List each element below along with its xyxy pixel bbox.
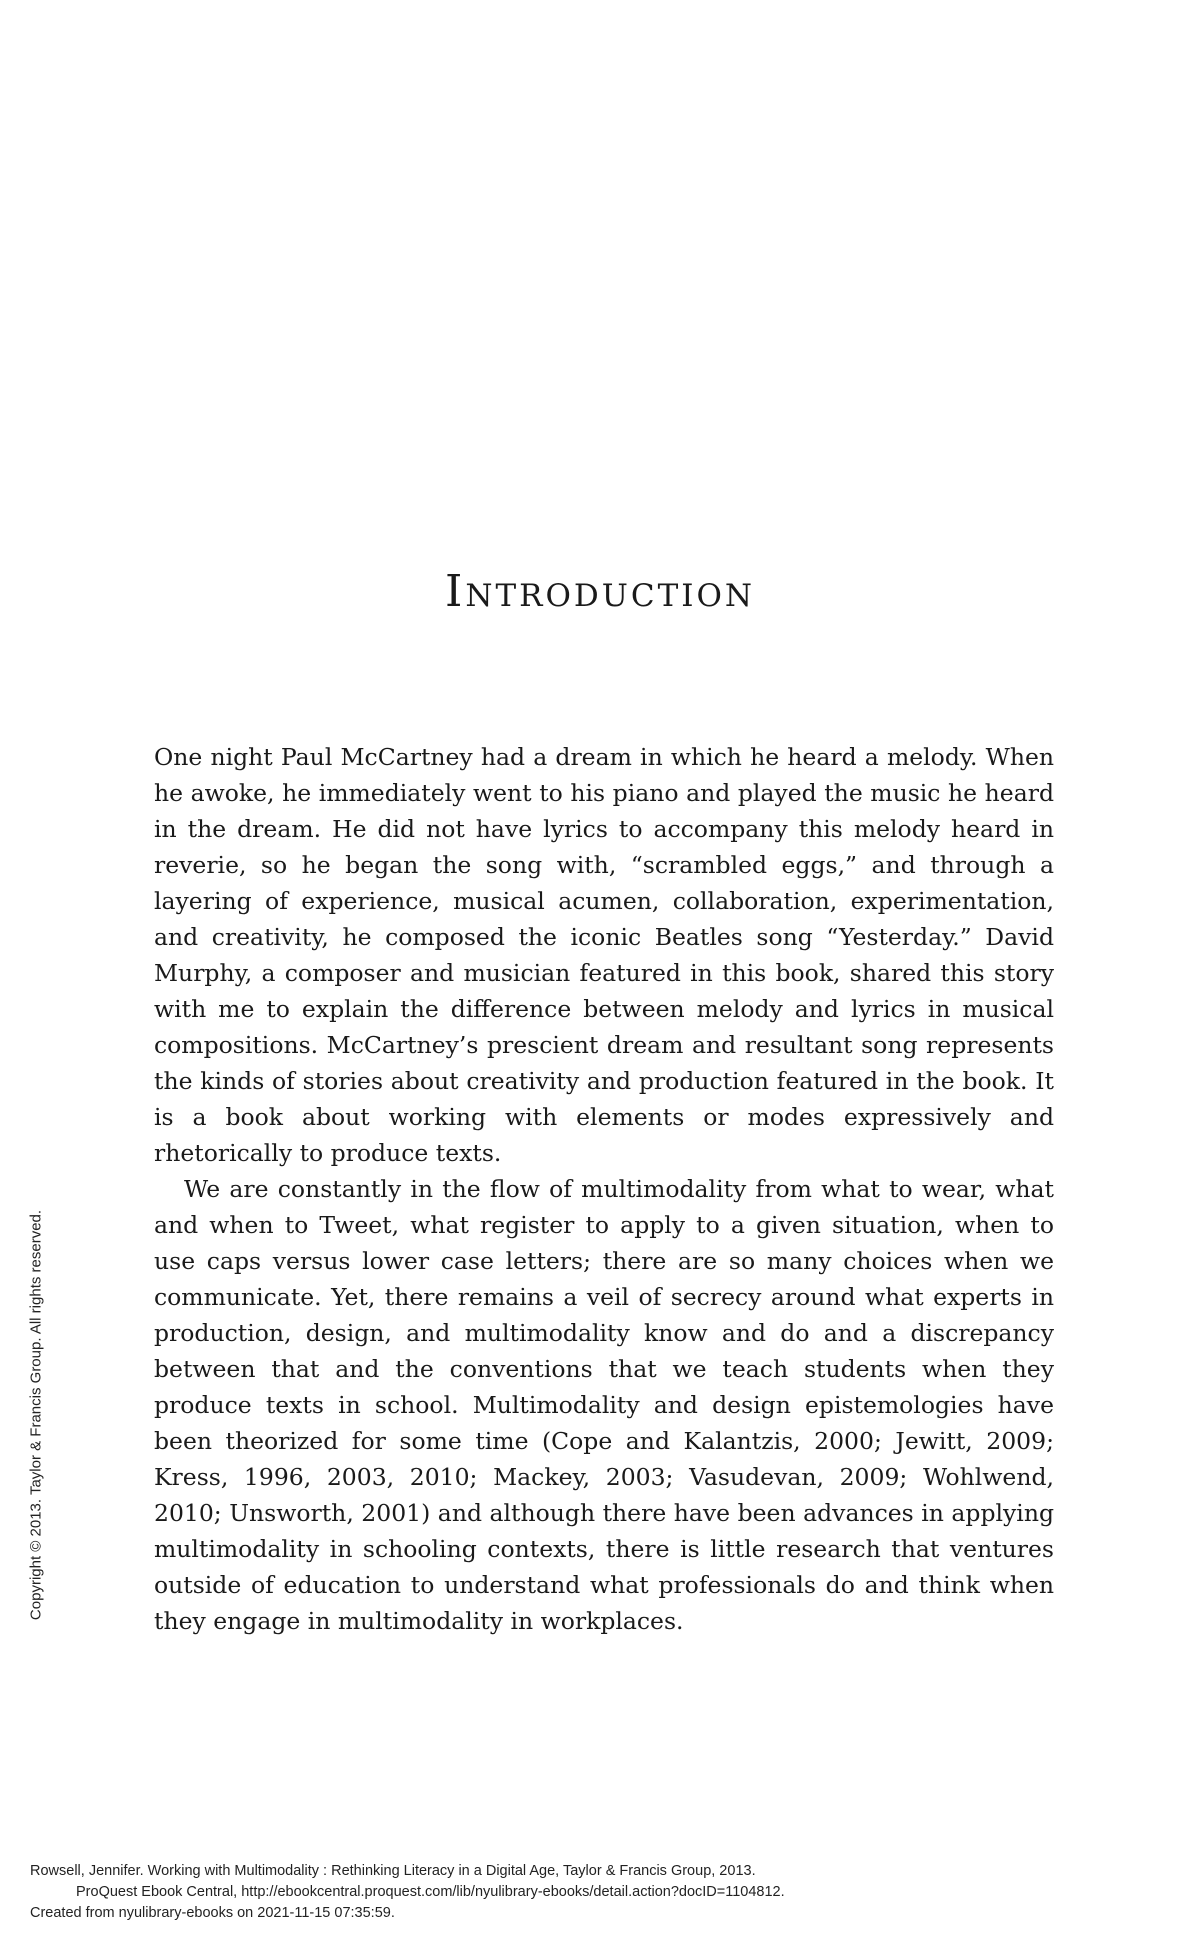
citation-footer [30,1861,1170,1924]
copyright-notice: Copyright © 2013. Taylor & Francis Group. All rights reserved. [27,1209,45,1621]
footer-source-link[interactable]: ProQuest Ebook Central, http://ebookcentral.proquest.com/lib/nyulibrary-ebooks/detail.action?docID=1104812. [76,1884,785,1900]
footer-created-date: Created from nyulibrary-ebooks on 2021-11-15 07:35:59. [30,1905,395,1921]
body-paragraph-2: We are constantly in the flow of multimodality from what to wear, what and when to Tweet, what register to apply to a given situation, when to use caps versus lower case letters; there are so many choices when we communicate. Yet, there remains a veil of secrecy around what experts in production, design, and multimodality know and do and a discrepancy between that and the conventions that we teach students when they produce texts in school. Multimodality and design epistemologies have been theorized for some time (Cope and Kalantzis, 2000; Jewitt, 2009; Kress, 1996, 2003, 2010; Mackey, 2003; Vasudevan, 2009; Wohlwend, 2010; Unsworth, 2001) and although there have been advances in applying multimodality in schooling contexts, there is little research that ventures outside of education to understand what professionals do and think when they engage in multimodality in workplaces. [154,1175,1054,1635]
footer-citation: Rowsell, Jennifer. Working with Multimodality : Rethinking Literacy in a Digital Age, Taylor & Francis Group, 2013. [30,1863,756,1879]
chapter-body [154,739,1054,1639]
chapter-title: Introduction [444,566,756,617]
body-paragraph-1: One night Paul McCartney had a dream in which he heard a melody. When he awoke, he immediately went to his piano and played the music he heard in the dream. He did not have lyrics to accompany this melody heard in reverie, so he began the song with, “scrambled eggs,” and through a layering of experience, musical acumen, collaboration, experimentation, and creativity, he composed the iconic Beatles song “Yesterday.” David Murphy, a composer and musician featured in this book, shared this story with me to explain the difference between melody and lyrics in musical compositions. McCartney’s prescient dream and resultant song represents the kinds of stories about creativity and production featured in the book. It is a book about working with elements or modes expressively and rhetorically to produce texts. [154,743,1054,1167]
